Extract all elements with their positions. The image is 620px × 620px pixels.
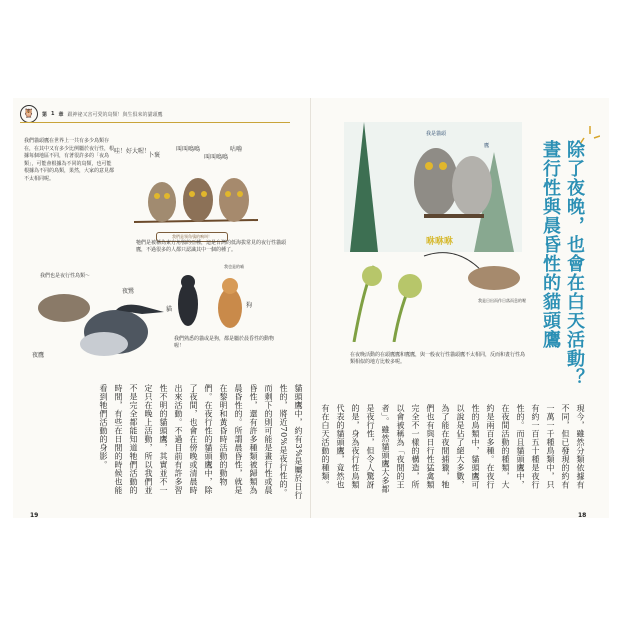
chapter-prefix: 第: [42, 111, 48, 118]
owl-description: 牠們是被稱為東方角鴞的亞種，這是台灣的低海拔常見的夜行性貓頭鷹，不過很多的人都只認識其中一個的種了。: [136, 240, 287, 253]
speech-bubble-call-2: 叫叫鳴鳴: [204, 154, 229, 161]
page-title-line-1: 除了夜晚，也會在白天活動？: [564, 140, 585, 387]
animals-description: 我們熟悉的貓或是狗，都是屬於晨昏性的動物喔！: [174, 336, 275, 349]
label-dog: 狗: [246, 302, 253, 309]
owl-sound-effect: 咻咻咻: [426, 237, 454, 247]
right-body-text: 現今，雖然分類依據有不同，但已發現的約有一萬一千種鳥類中，只有約一百五十種是夜行性的。而且貓頭鷹中，在夜間活動的種類，大約是兩百多種。在夜行性的鳥類中，貓頭鷹可以說是佔了絕大多數，為了能在夜間捕獵，牠們也有與日行性猛禽類完全不一樣的構造，所以會被稱為「夜間的王者」。雖然貓頭鷹大多都是夜行性，但令人驚訝的是，身為夜行性鳥類代表的貓頭鷹，竟然也有在白天活動的種類。: [321, 404, 585, 494]
owl-speech-label-2: 鷹: [484, 143, 490, 149]
diurnal-heading: 我們也是夜行性鳥類～: [40, 273, 91, 279]
book-gutter: [310, 98, 311, 518]
left-body-text: 貓頭鷹中，約有3%是屬於日行性的，將近70%是夜行性的。而剩下的則可能是畫行性或晨昏性，還有許多種類被歸類為晨昏性的。所謂晨昏性，就是在黎明和黃昏時活動的動物們。在夜行性的貓頭鷹中，除了夜間，也會在傍晚或清晨時出來活動。不過目前有許多習性不明的貓頭鷹，其實並不一定只在晚上活動，所以我們並不是完全都能知道牠們活動的時間，有些在日間的時候也能看到牠們活動的身影。: [99, 384, 303, 500]
owl-caption-box: 我們是領角鴞的鳴叫！: [156, 232, 228, 242]
label-nightjar: 夜鷹: [32, 352, 45, 359]
page-number-left: 19: [30, 512, 39, 519]
owl-badge-icon: 🦉: [20, 105, 38, 123]
chapter-number: 1: [51, 111, 55, 117]
flying-owl-illustration: [344, 246, 522, 342]
scene-description: 在夜晚活動的在頭鷹鷹和鷹鷹，與一般夜行性貓頭鷹不太相同，反而和晝行性鳥類相似的地方比較多呢。: [350, 352, 526, 365]
owls-in-forest-illustration: [344, 122, 522, 252]
page-title-line-2: 晝行性與晨昏性的貓頭鷹: [540, 140, 561, 349]
heron-nightjar-illustration: [24, 282, 174, 362]
owl-small-caption: 我是日出而作日落而息的喔: [478, 298, 526, 303]
page-number-right: 18: [578, 512, 587, 519]
intro-paragraph: 我們貓頭鷹在世界上一共有多少鳥類存在，在其中又有多少比例屬於夜行性，根據每個地區不同，有著很許多的「夜鳥類」，可能會根據為不同的鳥類，也可能根據為不同的鳥類，果然，大家的意見都不太相同呢。: [24, 138, 115, 182]
header-rule: [20, 122, 290, 123]
label-catchy: 我也是的喵: [224, 264, 244, 269]
chapter-header: [20, 104, 280, 124]
speech-bubble-pu: 卜褒: [148, 152, 161, 159]
speech-bubble-wow: 哇！好大喔！: [114, 148, 151, 155]
cat-dog-illustration: [168, 264, 258, 334]
chapter-title: 跟神祕又害可愛的鳥類！與生俱來的貓頭鷹: [67, 111, 163, 118]
speech-bubble-gulu: 咕嚕: [230, 146, 243, 153]
chapter-suffix: 章: [58, 111, 64, 118]
owl-speech-label: 我是貓頭: [426, 131, 447, 137]
speech-bubble-call-1: 叫叫鳴鳴: [176, 146, 201, 153]
label-heron: 夜鷺: [122, 288, 135, 295]
three-owls-illustration: [132, 170, 260, 230]
label-cat: 貓: [166, 306, 173, 313]
